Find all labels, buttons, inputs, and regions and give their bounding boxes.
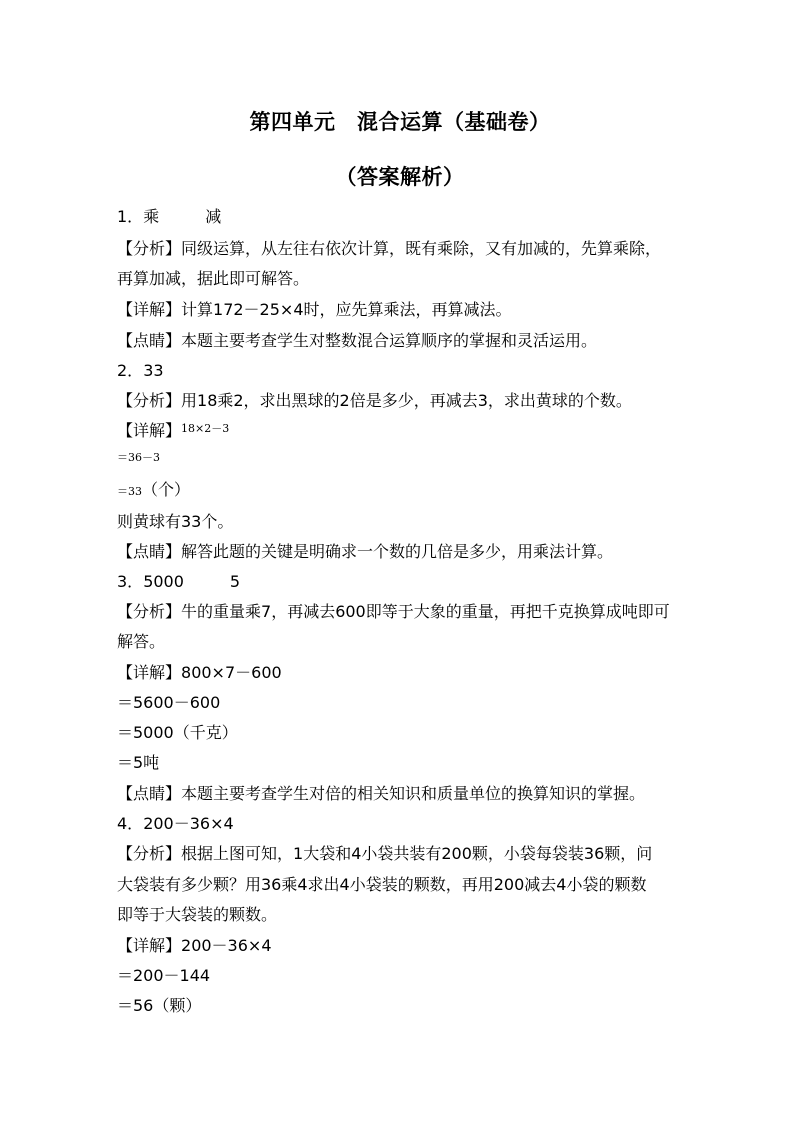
q2-analysis-line — [117, 393, 632, 409]
q2-answer-line — [117, 363, 164, 379]
q3-step-3: ＝5吨 — [117, 753, 160, 772]
q3-detail-line — [117, 665, 282, 681]
q3-answer-2: 5 — [229, 572, 241, 591]
q4-analysis-line-2: 大袋装有多少颗？用36乘4求出4小袋装的颗数，再用200减去4小袋的颗数 — [117, 875, 647, 894]
q3-analysis-line-2: 解答。 — [117, 632, 166, 651]
detail-tag: 【详解】 — [117, 421, 182, 440]
q4-analysis-text: 根据上图可知，1大袋和4小袋共装有200颗，小袋每袋装36颗，问 — [181, 844, 653, 863]
q4-step-1: ＝200－144 — [117, 966, 211, 985]
analysis-tag: 【分析】 — [117, 239, 182, 258]
q4-analysis-line-3: 即等于大袋装的颗数。 — [117, 905, 278, 924]
q3-comment-line — [117, 786, 645, 802]
q1-analysis-line — [117, 241, 661, 257]
q2-detail-expression: 18×2－3 — [181, 422, 230, 435]
detail-tag: 【详解】 — [117, 936, 182, 955]
q3-number: 3． — [117, 572, 144, 591]
q4-answer-line — [117, 816, 234, 832]
q4-answer: 200－36×4 — [143, 814, 234, 833]
q1-analysis-line-2: 再算加减，据此即可解答。 — [117, 269, 310, 288]
comment-tag: 【点睛】 — [117, 784, 182, 803]
q1-analysis-text: 同级运算，从左往右依次计算，既有乘除，又有加减的，先算乘除， — [181, 239, 662, 258]
q3-step-2: ＝5000（千克） — [117, 723, 238, 742]
q3-answer-1: 5000 — [143, 572, 184, 591]
q3-analysis-line — [117, 604, 670, 620]
q1-detail-text: 计算172－25×4时，应先算乘法，再算减法。 — [181, 300, 512, 319]
q4-step-2: ＝56（颗） — [117, 996, 202, 1015]
page-title: 第四单元 混合运算（基础卷） — [249, 110, 551, 134]
q4-number: 4． — [117, 814, 144, 833]
q3-answer-line — [117, 574, 240, 590]
q2-answer: 33 — [143, 361, 164, 380]
q2-comment-line — [117, 544, 613, 560]
q2-step-2-line — [117, 482, 190, 498]
q1-comment-text: 本题主要考查学生对整数混合运算顺序的掌握和灵活运用。 — [181, 331, 598, 350]
analysis-tag: 【分析】 — [117, 602, 182, 621]
q1-answer-1: 乘 — [143, 207, 160, 226]
q2-conclusion: 则黄球有33个。 — [117, 512, 234, 531]
page-subtitle: （答案解析） — [335, 165, 465, 189]
q1-answer-line — [117, 209, 221, 225]
q1-answer-2: 减 — [205, 207, 222, 226]
q4-analysis-line — [117, 846, 652, 862]
q3-comment-text: 本题主要考查学生对倍的相关知识和质量单位的换算知识的掌握。 — [181, 784, 646, 803]
q4-detail-line — [117, 938, 272, 954]
q4-detail-text: 200－36×4 — [181, 936, 272, 955]
q1-detail-line — [117, 302, 512, 318]
detail-tag: 【详解】 — [117, 663, 182, 682]
comment-tag: 【点睛】 — [117, 542, 182, 561]
q2-detail-line — [117, 423, 229, 439]
analysis-tag: 【分析】 — [117, 391, 182, 410]
q3-detail-text: 800×7－600 — [181, 663, 282, 682]
q2-number: 2． — [117, 361, 144, 380]
comment-tag: 【点睛】 — [117, 331, 182, 350]
q2-comment-text: 解答此题的关键是明确求一个数的几倍是多少，用乘法计算。 — [181, 542, 614, 561]
q2-step-2-unit: （个） — [142, 480, 191, 499]
q3-analysis-text: 牛的重量乘7，再减去600即等于大象的重量，再把千克换算成吨即可 — [181, 602, 670, 621]
analysis-tag: 【分析】 — [117, 844, 182, 863]
q2-step-1: ＝36－3 — [117, 451, 160, 464]
detail-tag: 【详解】 — [117, 300, 182, 319]
q1-number: 1． — [117, 207, 144, 226]
q3-step-1: ＝5600－600 — [117, 693, 221, 712]
q2-step-2: ＝33 — [117, 485, 142, 498]
q2-analysis-text: 用18乘2，求出黑球的2倍是多少，再减去3，求出黄球的个数。 — [181, 391, 632, 410]
q1-comment-line — [117, 333, 597, 349]
